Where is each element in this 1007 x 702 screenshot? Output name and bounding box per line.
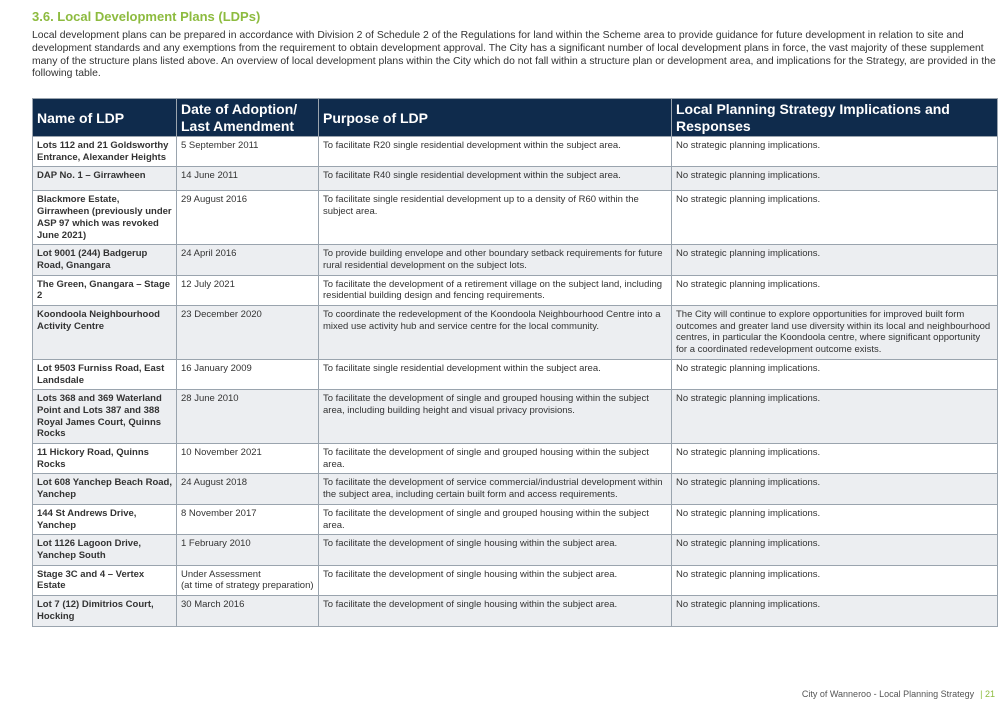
cell-date: 24 April 2016 — [177, 245, 319, 275]
cell-ldp-name: Lot 9503 Furniss Road, East Landsdale — [33, 359, 177, 389]
cell-purpose: To facilitate the development of single and grouped housing within the subject area. — [319, 504, 672, 534]
cell-date: 14 June 2011 — [177, 167, 319, 191]
table-row — [33, 390, 998, 444]
table-header-row — [33, 99, 998, 137]
ldp-table — [32, 98, 998, 627]
cell-purpose: To provide building envelope and other boundary setback requirements for future rural residential development on the subject lots. — [319, 245, 672, 275]
cell-date: 8 November 2017 — [177, 504, 319, 534]
cell-purpose: To facilitate the development of service commercial/industrial development within the subject area, including certain built form and access requirements. — [319, 474, 672, 504]
table-body — [33, 137, 998, 627]
cell-ldp-name: 144 St Andrews Drive, Yanchep — [33, 504, 177, 534]
header-name-of-ldp: Name of LDP — [33, 99, 177, 137]
cell-implications: No strategic planning implications. — [672, 444, 998, 474]
cell-purpose: To facilitate the development of single and grouped housing within the subject area, including building height and visual privacy provisions. — [319, 390, 672, 444]
cell-implications: No strategic planning implications. — [672, 535, 998, 565]
cell-date: 16 January 2009 — [177, 359, 319, 389]
cell-implications: No strategic planning implications. — [672, 275, 998, 305]
cell-ldp-name: Lot 1126 Lagoon Drive, Yanchep South — [33, 535, 177, 565]
cell-purpose: To facilitate single residential development within the subject area. — [319, 359, 672, 389]
cell-implications: No strategic planning implications. — [672, 245, 998, 275]
table-row — [33, 306, 998, 360]
intro-paragraph: Local development plans can be prepared in accordance with Division 2 of Schedule 2 of the Regulations for land within the Scheme area to provide guidance for future development in relation to site and development standards and any exemptions from the requirement to obtain development approval. The City has a significant number of local development plans in force, the vast majority of these supplement many of the structure plans listed above. An overview of local development plans within the City which do not fall within a structure plan or development area, and implications for the Strategy, are provided in the following table. — [32, 30, 996, 80]
cell-ldp-name: Koondoola Neighbourhood Activity Centre — [33, 306, 177, 360]
table-row — [33, 596, 998, 626]
cell-ldp-name: Lots 112 and 21 Goldsworthy Entrance, Alexander Heights — [33, 137, 177, 167]
cell-date: Under Assessment (at time of strategy preparation) — [177, 565, 319, 595]
page-footer — [802, 689, 995, 699]
cell-ldp-name: Lot 608 Yanchep Beach Road, Yanchep — [33, 474, 177, 504]
cell-implications: No strategic planning implications. — [672, 137, 998, 167]
cell-purpose: To facilitate the development of a retirement village on the subject land, including residential building design and fencing requirements. — [319, 275, 672, 305]
table-row — [33, 167, 998, 191]
cell-date: 24 August 2018 — [177, 474, 319, 504]
cell-implications: The City will continue to explore opportunities for improved built form outcomes and greater land use diversity within its local and neighbourhood centres, in particular the Koondoola centre, where significant opportunity for a coordinated redevelopment outcome exists. — [672, 306, 998, 360]
cell-ldp-name: 11 Hickory Road, Quinns Rocks — [33, 444, 177, 474]
cell-purpose: To facilitate R20 single residential development within the subject area. — [319, 137, 672, 167]
table-row — [33, 535, 998, 565]
table-row — [33, 359, 998, 389]
footer-doc-title: City of Wanneroo - Local Planning Strategy — [801, 689, 975, 699]
cell-purpose: To facilitate single residential development up to a density of R60 within the subject area. — [319, 191, 672, 245]
cell-ldp-name: Blackmore Estate, Girrawheen (previously under ASP 97 which was revoked June 2021) — [33, 191, 177, 245]
cell-implications: No strategic planning implications. — [672, 565, 998, 595]
cell-implications: No strategic planning implications. — [672, 474, 998, 504]
table-row — [33, 191, 998, 245]
table-row — [33, 474, 998, 504]
cell-implications: No strategic planning implications. — [672, 167, 998, 191]
cell-date: 30 March 2016 — [177, 596, 319, 626]
cell-implications: No strategic planning implications. — [672, 504, 998, 534]
cell-date: 12 July 2021 — [177, 275, 319, 305]
table-row — [33, 137, 998, 167]
table-row — [33, 245, 998, 275]
cell-date: 1 February 2010 — [177, 535, 319, 565]
cell-date: 23 December 2020 — [177, 306, 319, 360]
cell-ldp-name: Lot 9001 (244) Badgerup Road, Gnangara — [33, 245, 177, 275]
cell-ldp-name: DAP No. 1 – Girrawheen — [33, 167, 177, 191]
table-row — [33, 565, 998, 595]
cell-purpose: To facilitate R40 single residential development within the subject area. — [319, 167, 672, 191]
header-implications: Local Planning Strategy Implications and Responses — [672, 99, 998, 137]
cell-ldp-name: Stage 3C and 4 – Vertex Estate — [33, 565, 177, 595]
header-purpose: Purpose of LDP — [319, 99, 672, 137]
cell-implications: No strategic planning implications. — [672, 191, 998, 245]
cell-date: 29 August 2016 — [177, 191, 319, 245]
cell-ldp-name: The Green, Gnangara – Stage 2 — [33, 275, 177, 305]
cell-date: 28 June 2010 — [177, 390, 319, 444]
cell-date: 10 November 2021 — [177, 444, 319, 474]
cell-implications: No strategic planning implications. — [672, 596, 998, 626]
table-row — [33, 275, 998, 305]
cell-ldp-name: Lots 368 and 369 Waterland Point and Lots 387 and 388 Royal James Court, Quinns Rocks — [33, 390, 177, 444]
table-row — [33, 504, 998, 534]
cell-purpose: To facilitate the development of single and grouped housing within the subject area. — [319, 444, 672, 474]
footer-page-number: | 21 — [980, 689, 995, 699]
cell-purpose: To coordinate the redevelopment of the Koondoola Neighbourhood Centre into a mixed use activity hub and service centre for the local community. — [319, 306, 672, 360]
cell-purpose: To facilitate the development of single housing within the subject area. — [319, 596, 672, 626]
table-row — [33, 444, 998, 474]
cell-date: 5 September 2011 — [177, 137, 319, 167]
cell-ldp-name: Lot 7 (12) Dimitrios Court, Hocking — [33, 596, 177, 626]
cell-purpose: To facilitate the development of single housing within the subject area. — [319, 535, 672, 565]
cell-implications: No strategic planning implications. — [672, 359, 998, 389]
cell-implications: No strategic planning implications. — [672, 390, 998, 444]
cell-purpose: To facilitate the development of single housing within the subject area. — [319, 565, 672, 595]
header-date-of-adoption: Date of Adoption/ Last Amendment — [177, 99, 319, 137]
section-heading: 3.6. Local Development Plans (LDPs) — [32, 9, 261, 24]
